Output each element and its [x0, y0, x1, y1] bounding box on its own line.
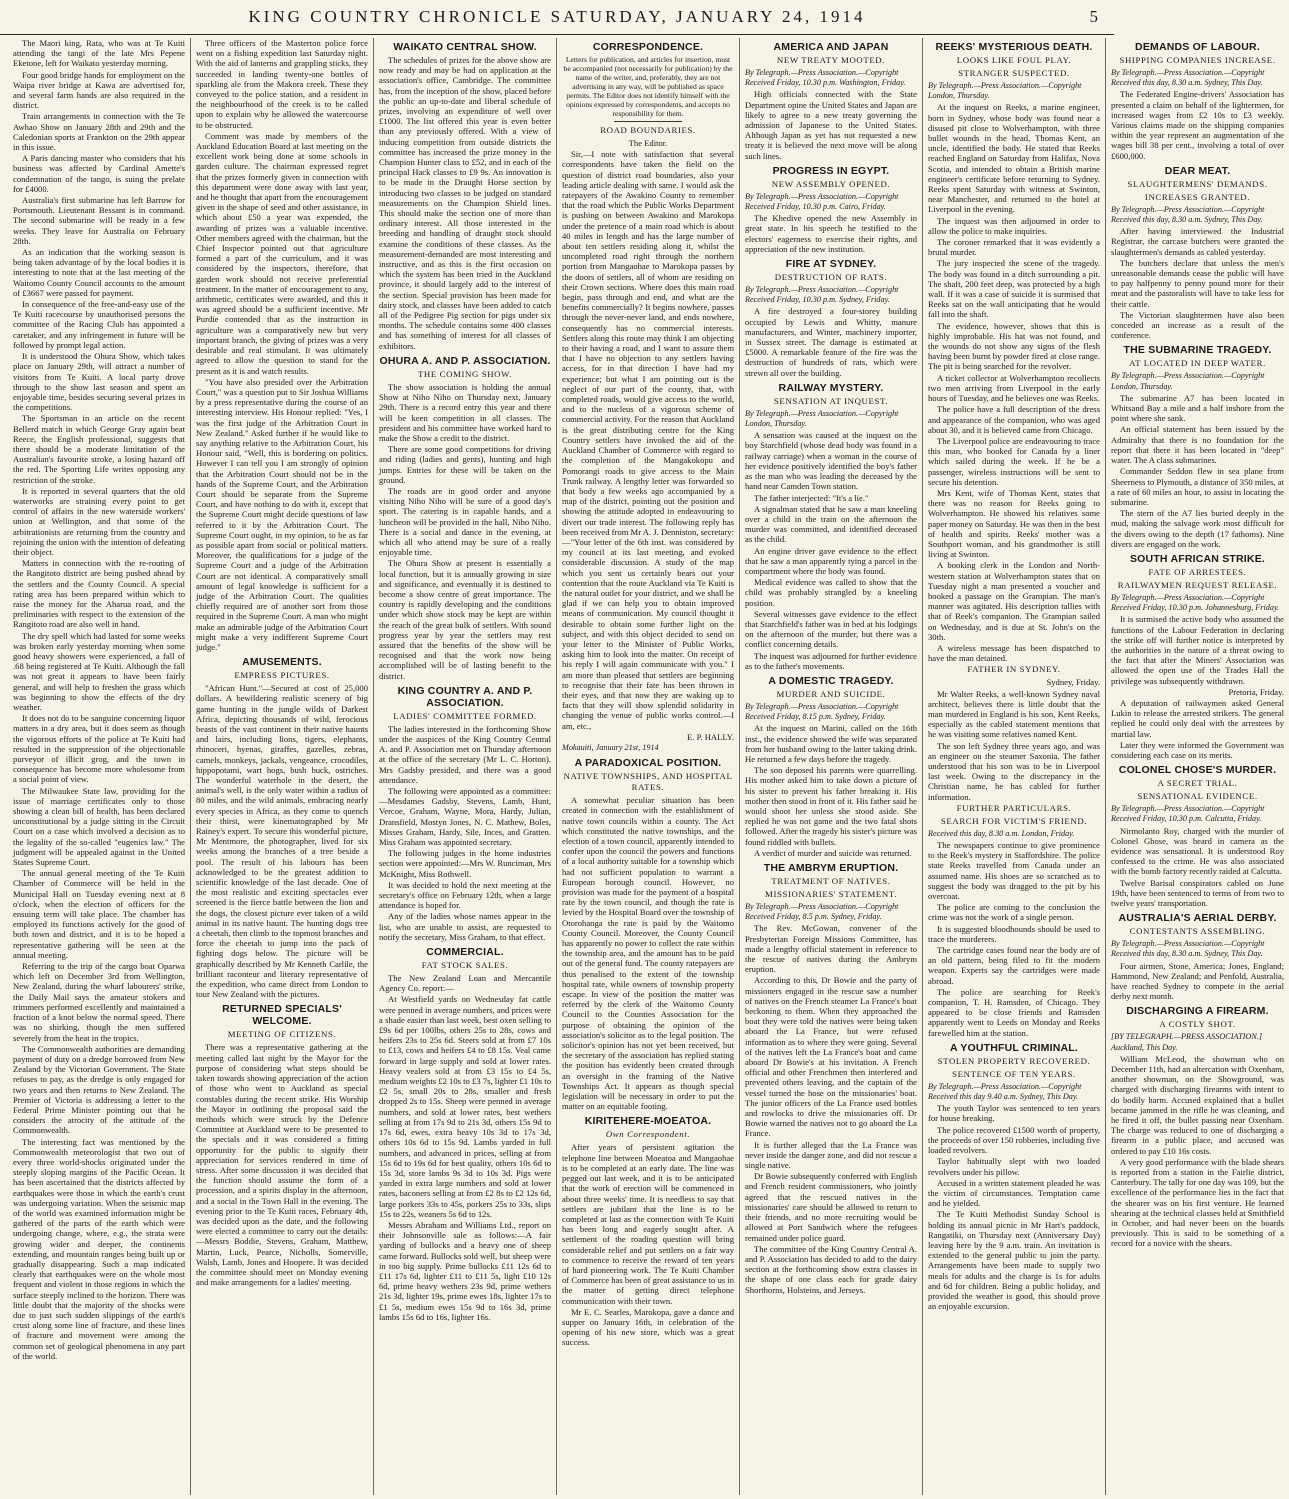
subheadline: MURDER AND SUICIDE.: [776, 688, 886, 699]
ambrym-eruption-article: [745, 862, 917, 1295]
paragraph: The Federated Engine-drivers' Association has presented a claim on behalf of the lightermen, for increased wages from £2 10s to £3 weekly. Various claims made on the shipping companies within the year represent an augmentation of the wages bill 38 per cent., involving a total of over £600,000.: [1111, 89, 1284, 161]
local-news: [13, 38, 185, 1361]
dateline: By Telegraph.—Press Association.—Copyright Received Friday, 8.15 p.m. Sydney, Friday.: [745, 701, 899, 722]
paragraph: A Paris dancing master who considers that his business was affected by Cardinal Amette's condemnation of the tango, is suing the prelate for £4000.: [13, 153, 185, 194]
paragraph: Accused in a written statement pleaded he was the victim of circumstances. Temptation came and he yielded.: [928, 1177, 1100, 1209]
column-6: [923, 38, 1106, 1495]
headline: THE SUBMARINE TRAGEDY.: [1123, 344, 1272, 357]
labour-demands-article: [1111, 41, 1284, 161]
column-7: [1106, 38, 1289, 1495]
railway-mystery-article: [745, 382, 917, 671]
paragraph: A sensation was caused at the inquest on the boy Starchfield (whose dead body was found in a railway carriage) when a woman in the course of her evidence positively identified the boy's father as the man who was leading the deceased by the hand near Camden Town station.: [745, 430, 917, 492]
headline: RETURNED SPECIALS' WELCOME.: [222, 1003, 342, 1028]
paragraph: The Khedive opened the new Assembly in great state. In his speech he testified to the electors' eagerness to exercise their rights, and appreciation of the new institution.: [745, 213, 917, 254]
paragraph: The police have a full description of the dress and appearance of the companion, who was aged about 30, and it is believed came from Chicago.: [928, 404, 1100, 435]
subheadline: NEW ASSEMBLY OPENED.: [771, 178, 891, 189]
paragraph: William McLeod, the showman who on December 11th, had an altercation with Oxenham, another showman, on the Showground, was charged with discharging firearms with intent to do bodily harm. Accused explained that a bullet became jammed in the rifle he was cleaning, and he fired it off, the bullet passing near Oxenham. The charge was reduced to one of discharging a firearm in a public place, and accused was ordered to pay £10 16s costs.: [1111, 1053, 1284, 1156]
masthead: [0, 0, 1114, 35]
colonel-murder-article: [1111, 764, 1284, 908]
paragraph: An engine driver gave evidence to the effect that he saw a man apparently tying a parcel in the compartment where the body was found.: [745, 545, 917, 576]
headline: PROGRESS IN EGYPT.: [772, 164, 890, 177]
paragraph: There are some good competitions for driving and riding (ladies and gents), hunting and high jumps. Entries for these will be taken on the ground.: [379, 444, 551, 485]
subheadline: STRANGER SUSPECTED.: [958, 68, 1070, 78]
paragraph: Australia's first submarine has left Barrow for Portsmouth. Lieutenant Bessant is in command. The second submarine will be ready in a few weeks. They leave for Australia on February 28th.: [13, 195, 185, 246]
paragraph: After having interviewed the Industrial Registrar, the carcase butchers were granted the slaughtermen's demands as cabled yesterday.: [1111, 226, 1284, 257]
paragraph: At the inquest on Reeks, a marine engineer, born in Sydney, whose body was found near a disused pit close to Wolverhampton, with three bullet wounds in the head, Thomas Kent, an uncle, identified the body. He stated that Reeks reached England on Saturday from Halifax, Nova Scotia, and intended to obtain a British marine engineer's certificate before returning to Sydney. Reeks spent Saturday with witness at Swinton, near Manchester, and returned to the hotel at Liverpool in the evening.: [928, 102, 1100, 215]
headline: THE AMBRYM ERUPTION.: [763, 862, 899, 874]
headline: KING COUNTRY A. AND P. ASSOCIATION.: [397, 684, 533, 709]
ohura-article: [379, 355, 551, 681]
headline: A DOMESTIC TRAGEDY.: [768, 674, 894, 687]
subheadline: EMPRESS PICTURES.: [234, 670, 330, 681]
paragraph: The cartridge cases found near the body are of an old pattern, being filed to fit the modern weapon. Experts say the cartridges were made abroad.: [928, 945, 1100, 986]
paragraph: The Te Kuiti Methodist Sunday School is holding its annual picnic in Mr Hart's paddock, Rangatiki, on Thursday next (Anniversary Day) leaving here by the 9 a.m. train. An invitation is extended to the general public to join the party. Arrangements have been made to supply two meals for adults and the charge is 1s for adults and 6d for children. Being a public holiday, and provided the weather is good, this should prove an enjoyable excursion.: [928, 1209, 1100, 1312]
paragraph: A wireless message has been dispatched to have the man detained.: [928, 642, 1100, 664]
subheadline: NEW TREATY MOOTED.: [776, 55, 886, 65]
paragraph: Dr Bowie subsequently conferred with English and French resident commissioners, who jointly agreed that the rescued natives in the missionaries' care should be allowed to return to their friends, and no more recruiting would be allowed at Port Sandwich where the refugees remained under police guard.: [745, 1171, 917, 1243]
paragraph: It does not do to be sanguine concerning liquor matters in a dry area, but it does seem as though the vigorous efforts of the police at Te Kuiti had resulted in the suppression of the objectionable purveyor of illicit grog, and the town in consequence has become more wholesome from a social point of view.: [13, 713, 185, 785]
paragraph: At Westfield yards on Wednesday fat cattle were penned in average numbers, and prices were a shade easier than last week, best oxen selling to £9s 6d per 100lbs, others 25s to 28s, cows and heifers 23s to 25s 6d. Steers sold at from £7 10s to £13, cows and heifers £4 to £8 15s. Veal came forward in large supply and sold at lower rates. Heavy vealers sold at from £3 15s to £4 5s, medium weights £2 10s to £3 7s, lighter £1 10s to £2 5s, small 20s to 28s, smaller and fresh dropped 2s to 15s. Sheep were penned in average numbers, and sold at lower rates, best wethers selling at from 17s 9d to 21s 3d, others 15s 9d to 17s 6d, ewes, extra heavy 10s 3d to 17s 3d, others 10s 6d to 15s 9d. Lambs yarded in full numbers, and advanced in prices, selling at from 15s 6d to 19s 6d for best quality, others 10s 6d to 15s 3d, store lambs 9s 3d to 10s 3d. Pigs were yarded in extra large numbers and sold at lower rates, baconers selling at from £2 8s to £2 12s 6d, large porkers 33s to 45s, porkers 25s to 33s, slips 15s to 22s, weaners 5s 6d to 12s.: [379, 994, 551, 1219]
dateline: By Telegraph.—Press Association.—Copyright London, Thursday.: [1111, 371, 1265, 391]
subheadline: AT LOCATED IN DEEP WATER.: [1129, 358, 1266, 369]
paragraph: The jury inspected the scene of the tragedy. The body was found in a ditch surrounding a pit. The shaft, 200 feet deep, was protected by a high wall. If it was a case of suicide it is surmised that Reeks sat on the wall anticipating that he would fall into the shaft.: [928, 258, 1100, 320]
divider: [614, 121, 683, 122]
paragraph: The inquest was adjourned for further evidence as to the father's movements.: [745, 650, 917, 671]
kiritehere-article: [562, 1115, 734, 1347]
waikato-show-article: [379, 41, 551, 351]
paragraph: "African Hunt."—Secured at cost of 25,000 dollars. A bewildering realistic scenery of big game hunting in the jungle wilds of Darkest Africa, depicting thousands of wild, ferocious beasts of the vast continent in their native haunts and lairs, including lions, tigers, elephants, rhinoceri, hyenas, giraffes, gazelles, zebras, camels, monkeys, jackals, vengeance, crocodiles, hippopotami, wart hogs, bush buck, ostriches. The wonderful waterhole in the desert, the animal's well, is the only water within a radius of 80 miles, and the wild animals, embracing nearly every species in Africa, as they come to quench their thirst, were kinematographed by Mr Rainey's expert. To secure this wonderful picture, Mr Mentmore, the photographer, lived for six weeks among the branches of a tree beside a pool. The result of his labours has been acknowledged to be the greatest addition to scientific knowledge of the last decade. One of the most realistic and exciting spectacles ever screened is the fierce battle between the lion and the dogs, the closest picture ever taken of a wild animal in its native haunt. The hunting dogs tree a cheetah, then climb to the topmost branches and force the cheetah to jump into the pack of fighting dogs below. The picture will be graphically described by Mr Kenneth Carlile, the brilliant raconteur and literary representative of the expedition, who came direct from London to tour New Zealand with the pictures.: [196, 683, 368, 1000]
local-news-cont: [196, 38, 368, 652]
subheadline: FATE OF ARRESTEES.: [1148, 566, 1247, 577]
paragraph: An official statement has been issued by the Admiralty that there is no foundation for the report that there it has been located in "deep" water. The A class submarines.: [1111, 424, 1284, 466]
paragraph: It is suggested bloodhounds should be used to trace the murderers.: [928, 923, 1100, 944]
subheadline: SLAUGHTERMENS' DEMANDS.: [1127, 178, 1268, 189]
paragraph: The schedules of prizes for the above show are now ready and may be had on application at the association's office, Cambridge. The committee has, from the inception of the show, placed before the public an up-to-date and liberal schedule of prizes, involving an expenditure of well over £1000. The list offered this year is even better than any previously offered. With a view of inducing competition from outside districts the committee has increased the prize money in the Champion Hunter class to £52, and in each of the principal Hack classes to £9 9s. An innovation is to be made in the Draught Horse section by introducing two classes to be judged on standard measurements on the Champion Shield lines. This should make the section one of more than ordinary interest. All those interested in the breeding and handling of draught stock should examine the conditions of these classes. As the measurement-demanded are most interesting and instructive, and as this is the first occasion on which the system has been tried in the Auckland province, it should largely add to the interest of the section. Special provision has been made for dairy stock, and classes have been added to catch all of the Pedigree Pig section for pigs under six months. The schedule contains some 400 classes and has something of interest for all classes of exhibitors.: [379, 55, 551, 351]
paragraph: The dry spell which had lasted for some weeks was broken early yesterday morning when some good heavy showers were experienced, a fall of .68 being registered at Te Kuiti. Although the fall was not great it appears to have been fairly general, and will help to freshen the grass which was beginning to show the effects of the dry weather.: [13, 630, 185, 712]
paragraph: The following were appointed as a committee:—Mesdames Gadsby, Stevens, Lamb, Hunt, Vercoe, Graham, Wayne, Mora, Hardy, Julian, Dransfield, Mostyn Jones, N. C. Mathew, Boles, Misses Graham, Hardy, Sile, Inces, and Gratten. Miss Graham was appointed secretary.: [379, 786, 551, 848]
paragraph: It is understood the Ohura Show, which takes place on January 29th, will attract a number of visitors from Te Kuiti. A local party drove through to the show last season and spent an enjoyable time, besides securing several prizes in the competitions.: [13, 351, 185, 413]
paragraph: The Victorian slaughtermen have also been conceded an increase as a result of the conference.: [1111, 309, 1284, 341]
paragraph: The son deposed his parents were quarrelling. His mother asked him to take down a picture of his sister to prevent his father breaking it. His mother then stood in front of it. His father said he would shoot her unless she stood aside. She replied he was not game and the two fatal shots followed. After the tragedy his sister's picture was found riddled with bullets.: [745, 765, 917, 847]
paragraph: Four airmen, Stone, America; Jones, England; Hammond, New Zealand; and Penfold, Australia, have reached Sydney to compete in the aerial derby next month.: [1111, 960, 1284, 1002]
paragraph: The police recovered £1500 worth of property, the proceeds of over 150 robberies, including five loaded revolvers.: [928, 1124, 1100, 1156]
paragraph: The interesting fact was mentioned by the Commonwealth meteorologist that two out of every three world-shocks originated under the steeply sloping margins of the Pacific Ocean. It has been ascertained that the districts affected by earthquakes were those in which the earth's crust was undergoing variation. When the seismic map of the world was examined information might be gathered of the parts of the earth which were undergoing change, where, e.g., the strata were growing wider and deeper, the continents extending, and mountain ranges being built up or gradually disappearing. Such a map indicated clearly that earthquakes were on the whole most frequent and violent in those regions in which the surface steeply inclined to the horizon. There was little doubt that the majority of the shocks were due to just such sudden slippings of the earth's crust along some line of fracture, and these lines of fracture and movement were among the common set of geological phenomena in any part of the world.: [13, 1136, 185, 1361]
dateline: By Telegraph.—Press Association.—Copyright Received Friday, 8.5 p.m. Sydney, Friday.: [745, 902, 899, 922]
paragraph: According to this, Dr Bowie and the party of missioners engaged in the rescue saw a number of natives on the French steamer La France's boat beckoning to them. When they approached the boat they were told the natives were being taken aboard the La France, but were refused information as to where they were going. Several of the natives left the La France's boat and came aboard Dr Bowie's at his invitation. A French official and other Frenchmen then interfered and prevented others leaving, and the captain of the vessel turned the hose on the missionaries' boat. The junior officers of the La France used bottles and rowlocks to drive the missionaries off. Dr Bowie warned the natives not to go aboard the La France.: [745, 975, 917, 1139]
paragraph: Twelve Barisal conspirators cabled on June 19th, have been sentenced to terms of from two to twelve years' transportation.: [1111, 877, 1284, 908]
headline: A YOUTHFUL CRIMINAL.: [949, 1041, 1079, 1054]
dateline: Received this day, 8.30 a.m. London, Friday.: [928, 828, 1075, 838]
column-4: [557, 38, 740, 1495]
salutation: The Editor.: [628, 138, 668, 148]
column-1: [8, 38, 191, 1495]
paragraph: The newspapers continue to give prominence to the Reek's mystery in Staffordshire. The police state Reeks travelled from Canada under an assumed name. His shoes are so scratched as to suggest the body was dragged to the pit by his overcoat.: [928, 840, 1100, 902]
subheadline: INCREASES GRANTED.: [1144, 191, 1251, 202]
editor-note: Letters for publication, and articles for insertion, must be accompanied (not necessarily for publication) by the name of the writer, and, preferably, they are not advertising in any way, will be published as space permits. The Editor does not identify himself with the opinions expressed by correspondents, and accepts no responsibility for them.: [563, 55, 733, 118]
paragraph: The inquest was then adjourned in order to allow the police to make inquiries.: [928, 215, 1100, 236]
fire-sydney-article: [745, 258, 917, 378]
dateline: By Telegraph.—Press Association.—Copyright Received Friday, 10.30 p.m. Johannesburg, Friday.: [1111, 592, 1280, 613]
paragraph: Train arrangements in connection with the Te Awhao Show on January 28th and 29th and the Caledonian sports at Frankton on the 29th appear in this issue.: [13, 111, 185, 153]
paragraph: It is further alleged that the La France was never inside the danger zone, and did not rescue a single native.: [745, 1139, 917, 1171]
commercial-article: [379, 946, 551, 1322]
headline: DISCHARGING A FIREARM.: [1126, 1005, 1269, 1018]
paragraph: The son left Sydney three years ago, and was an engineer on the steamer Saxonia. The father understood that his son was to be in Liverpool last week. Owing to the discrepancy in the Christian name, he has cabled for further information.: [928, 740, 1100, 802]
subheadline: SENSATIONAL EVIDENCE.: [1137, 791, 1258, 802]
headline: CORRESPONDENCE.: [592, 41, 704, 53]
paragraph: The Ohura Show at present is essentially a local function, but it is annually growing in size and significance, and eventually it is destined to become a show centre of great importance. The country is rapidly developing and the conditions under which show stock may be kept are within the reach of the great bulk of settlers. With sound progress year by year the settlers may rest assured that the benefits of the show will be recognised and that the work now being accomplished will be of lasting benefit to the district.: [379, 558, 551, 681]
column-2: [191, 38, 374, 1495]
paragraph: Three officers of the Masterton police force went on a fishing expedition last Saturday night. With the aid of lanterns and grappling sticks, they succeeded in landing twenty-one bottles of sparkling ale from the Makora creek. These they conveyed to the police station, and a resident in the neighbourhood of the creek is to be called upon to explain why he allowed the watercourse to be obstructed.: [196, 38, 368, 130]
headline: DEMANDS OF LABOUR.: [1135, 41, 1260, 53]
egypt-article: [745, 165, 917, 254]
subheadline: CONTESTANTS ASSEMBLING.: [1129, 926, 1266, 937]
paragraph: Four good bridge hands for employment on the Waipa river bridge at Kawa are advertised for, and several farm hands are also required in the district.: [13, 69, 185, 111]
headline: KIRITEHERE-MOEATOA.: [584, 1115, 712, 1128]
columns: [8, 38, 1285, 1495]
paragraph: The Maori king, Rata, who was at Te Kuiti attending the tangi of the late Mrs Pepene Eketone, left for Waikato yesterday morning.: [13, 38, 185, 69]
paragraph: The following judges in the home industries section were appointed:—Mrs W. Runciman, Mrs McKnight, Miss Rothwell.: [379, 848, 551, 879]
paragraph: Sir,—I note with satisfaction that several correspondents have taken the field on the question of district road boundaries, also your leading article dealing with same. I would ask the ratepayers of the Awakino County to remember that the road which the Public Works Department is pushing on between Awakino and Marokopa under the pretence of a main road which is about 40 miles in length and has the large number of about ten settlers residing along it, whilst the uncompleted road right through the northern portion from Mangaohae to Marokopa passes by the doors of settlers, all of whom are residing on their Crown sections. Where does this main road begin, pass through and end, and what are the benefits commercially? It begins nowhere, passes through the never-never land, and ends nowhere, consequently has no commercial interests. Settlers along this route may think I am objecting to their having a road, and I want to assure them that I have no objection to any settlers having access, for in that direction I have had my experience; but what I am pointing out is the neglect of our part of the county, that, with completed roads, would give access to the world, and to the nucleus of a vigorous scheme of commercial activity. For the reason that Auckland is the great distributing centre for the King Country settlers have invoked the aid of the Auckland Chamber of Commerce with regard to the completion of the Mangakokopu and Pomorangi roads to give access to the Main Trunk railway. A lengthy letter was forwarded so that body a few weeks ago accompanied by a map of the district, pointing out the position and showing the attitude adopted in endeavouring to divert our trade interest. The following reply has been received from Mr A. J. Denniston, secretary:—"Your letter of the 6th inst. was considered by my council at its last meeting, and evoked considerable discussion. A study of the map which you sent us certainly bears out your contention that the route Auckland via Te Kuiti is the natural outlet for your district, and we shall be glad if we can help you to obtain improved means of communication. My council thought it desirable to obtain some further light on the subject, and with this object decided to send on your letter to the Minister of Public Works, asking him to look into the matter. On receipt of his reply I will again communicate with you." I am more than pleased that settlers are beginning to recognise that their fate has been thrown in their eyes, and that now they are waking up to facts that they will show splendid solidarity in changing the venue of public works control.—I am, etc.,: [562, 149, 734, 731]
paragraph: The evidence, however, shows that this is highly improbable. His hat was not found, and the wounds do not show any signs of the flesh having been burnt by powder fired at close range. The pit is being searched for the revolver.: [928, 320, 1100, 372]
headline: COLONEL CHOSE'S MURDER.: [1118, 764, 1277, 777]
column-5: [740, 38, 923, 1495]
subheadline: SHIPPING COMPANIES INCREASE.: [1119, 55, 1276, 65]
subheadline: MISSIONARIES' STATEMENT.: [765, 889, 897, 899]
paragraph: The submarine A7 has been located in Whitsand Bay a mile and a half inshore from the point where she sank.: [1111, 392, 1284, 424]
dateline: By Telegraph.—Press Association.—Copyright Received Friday, 10.30 p.m. Cairo, Friday.: [745, 191, 899, 212]
dateline: By Telegraph.—Press Association.—Copyright Received this day, 8.30 a.m. Sydney, This Day.: [1111, 204, 1265, 225]
subheadline: LOOKS LIKE FOUL PLAY.: [956, 55, 1072, 65]
subheadline: A COSTLY SHOT.: [1159, 1019, 1236, 1030]
paragraph: A deputation of railwaymen asked General Lukin to release the arrested strikers. The general replied he could only deal with the arrestees by martial law.: [1111, 697, 1284, 739]
subheadline: ROAD BOUNDARIES.: [600, 125, 696, 135]
paradoxical-position-article: [562, 757, 734, 1111]
dateline: By Telegraph.—Press Association.—Copyright Received this day, 8.30 a.m. Sydney, This Day.: [1111, 939, 1265, 959]
paragraph: The police are coming to the conclusion the crime was not the work of a single person.: [928, 902, 1100, 923]
paragraph: Referring to the trip of the cargo boat Oparwa which left on December 3rd from Wellington, New Zealand, during the wharf labourers' strike, the Daily Mail says the amateur stokers and trimmers performed excellently and maintained a fraction of a knot below the normal speed. There was no shirking, though the men suffered severely from the heat in the tropics.: [13, 961, 185, 1043]
headline: WAIKATO CENTRAL SHOW.: [393, 41, 537, 53]
dateline: By Telegraph.—Press Association.—Copyright Received Friday, 10.30 p.m. Sydney, Friday.: [745, 285, 899, 305]
headline: DEAR MEAT.: [1164, 164, 1231, 177]
paragraph: Any of the ladies whose names appear in the list, who are unable to assist, are requested to notify the secretary, Miss Graham, to that effect.: [379, 911, 551, 942]
paragraph: The Rev. McGowan, convener of the Presbyterian Foreign Missions Committee, has made a lengthy official statement in reference to the rescue of natives during the Ambrym eruption.: [745, 923, 917, 975]
reeks-death-article: [928, 41, 1100, 1038]
paragraph: Comment was made by members of the Auckland Education Board at last meeting on the excellent work being done at some schools in garden culture. The chairman expressed regret that the prizes formerly given in connection with this department were done away with last year, and he thought that apart from the encouragement given in the shape of seed and other assistance, in which about £50 a year was expended, the awarding of prizes was a valuable incentive. Other members agreed with the chairman, but the Chief Inspector pointed out that agriculture formed a part of the curriculum, and it was considered by the inspectors, therefore, that garden work should not receive preferential treatment. In the matter of encouragement to any, arithmetic, certificates were awarded, and this it was agreed should be a sufficient incentive. Mr Purdie contended that as the instruction in agriculture was a comparatively new but very important branch, the giving of prizes was a very desirable and real stimulant. It was ultimately agreed to allow the question to stand for the present as it is and watch results.: [196, 130, 368, 376]
paragraph: The Milwaukee State law, providing for the issue of marriage certificates only to those showing a clean bill of health, has been declared unconstitutional by a judge sitting in the Circuit Court on a case which involved a decision as to the legality of the so-called "eugenics law." The judgment will be appealed against in the United States Supreme Court.: [13, 785, 185, 868]
paragraph: Medical evidence was called to show that the child was probably strangled by a kneeling position.: [745, 577, 917, 608]
youthful-criminal-article: [928, 1042, 1100, 1311]
paragraph: The youth Taylor was sentenced to ten years for house breaking.: [928, 1103, 1100, 1124]
paragraph: Later they were informed the Government was considering each case on its merits.: [1111, 739, 1284, 760]
south-african-strike-article: [1111, 553, 1284, 760]
headline: AUSTRALIA'S AERIAL DERBY.: [1118, 912, 1277, 925]
paragraph: It is surmised the active body who assumed the functions of the Labour Federation in declaring the strike off will further notice is interpreted by the authorities in the nature of a threat owing to the fact that after the Miners' Association was allowed the open use of the Trades Hall the privilege was subsequently withdrawn.: [1111, 614, 1284, 686]
paragraph: Commander Seddon flew in sea plane from Sheerness to Plymouth, a distance of 350 miles, at a rate of 60 miles an hour, to assist in locating the submarine.: [1111, 466, 1284, 507]
paragraph: Taylor habitually slept with two loaded revolvers under his pillow.: [928, 1156, 1100, 1177]
paragraph: A verdict of murder and suicide was returned.: [754, 847, 912, 858]
subheadline: MEETING OF CITIZENS.: [227, 1029, 337, 1040]
paragraph: A somewhat peculiar situation has been created in connection with the establishment of native town councils within a county. The Act which constituted the native townships, and the election of a town council, apparently intended to confer upon the council the powers and functions of a local authority suitable for a township which had not sufficient population to warrant a European borough council. However, no provision was made for the payment of a hospital rate by the town council, and though the rate is levied by the Hospital Board over the township of Otorohanga the rate is paid by the Waitomo County Council. Moreover, the County Council has apparently no power to collect the rate within the township area, and the amount has to be paid out of the general fund. The county ratepayers are thus penalised to the extent of the township hospital rate, while owners of township property escape. In view of the position the matter was referred by the clerk of the Waitomo County Council to the Counties Association for the purpose of obtaining the opinion of the association's solicitor as to the legal position. The solicitor's opinion has not yet been received, but the secretary of the association has replied stating the position has evidently been created through an oversight in the framing of the Native Townships Act. It appears as though special legislation will be necessary in order to put the matter on an equitable footing.: [562, 795, 734, 1112]
headline: SOUTH AFRICAN STRIKE.: [1129, 552, 1266, 565]
paragraph: At the inquest on Marini, called on the 16th inst., the evidence showed the wife was separated from her husband owing to the latter taking drink. He returned a few days before the tragedy.: [745, 723, 917, 764]
dateline: By Telegraph.—Press Association.—Copyright Received this day 9.40 a.m. Sydney, This Day.: [928, 1081, 1082, 1102]
dateline: By Telegraph.—Press Association.—Copyright London, Thursday.: [928, 81, 1082, 101]
paragraph: In consequence of the free-and-easy use of the Te Kuiti racecourse by unauthorised persons the committee of the Racing Club has appointed a caretaker, and any infringement in future will be followed by prompt legal action.: [13, 299, 185, 350]
paragraph: Messrs Abraham and Williams Ltd., report on their Johnsonville sale as follows:—A fair yarding of bullocks and a heavy one of sheep came forward. Bullocks sold well, but sheep were in too big supply. Prime bullocks £11 12s 6d to £11 17s 6d, lighter £11 to £11 5s, light £10 12s 6d, prime heavy wethers 23s 9d, prime wethers 21s 3d, lighter 19s, prime ewes 18s, lighter 17s to £1 5s, medium ewes 15s 9d to 16s 3d, prime lambs 15s 6d to 16s, lighter 16s.: [379, 1219, 551, 1322]
dateline: Mokauiti, January 21st, 1914: [562, 742, 659, 752]
subheadline: LADIES' COMMITTEE FORMED.: [393, 710, 537, 721]
paragraph: The police are searching for Reek's companion, T. H. Ramsden, of Chicago. They appeared to be close friends and Ramsden apparently went to Leeds on Monday and Reeks farewelled him at the station.: [928, 986, 1100, 1038]
dateline: [BY TELEGRAPH.—PRESS ASSOCIATION.] Auckland, This Day.: [1111, 1032, 1263, 1052]
paragraph: The Sportsman in an article on the recent Bellerd match in which George Gray again beat Reece, the English professional, suggests that there should be a moderate limitation of the Australian's favourite stroke, a losing hazard off the red. The Sporting Life writes opposing any restriction of the stroke.: [13, 413, 185, 485]
subheadline: SENSATION AT INQUEST.: [773, 395, 889, 406]
subheadline: A SECRET TRIAL.: [1157, 778, 1238, 789]
paragraph: Mr E. C. Searles, Marokopa, gave a dance and supper on January 16th, in celebration of the opening of his new store, which was a great success.: [562, 1306, 734, 1348]
newspaper-title: KING COUNTRY CHRONICLE SATURDAY, JANUARY 24, 1914: [248, 7, 866, 26]
paragraph: The father interjected: "It's a lie.": [754, 492, 869, 503]
subheadline: RAILWAYMEN REQUEST RELEASE.: [1117, 579, 1278, 590]
headline: COMMERCIAL.: [426, 946, 504, 959]
paragraph: "You have also presided over the Arbitration Court," was a question put to Sir Joshua Williams by a press representative during the course of an interesting interview. His Honour replied: "Yes, I was the first judge of the Arbitration Court in New Zealand." Asked further if he would like to say anything relative to the Arbitration Court, his Honour said, "Well, this is bordering on politics. However I can tell you I am strongly of opinion that the Arbitration Court should not be in the hands of the Supreme Court, and the Arbitration Court should be separate from the Supreme Court, and have nothing to do with it, except that the Supreme Court might decide questions of law referred to it by the Arbitration Court. The Supreme Court ought, in my opinion, to be as far as possible apart from social or political matters. Moreover, the qualifications for a judge of the Supreme Court and a judge of the Arbitration Court are not identical. A comparatively small amount of legal knowledge is sufficient for a judge of the Arbitration Court. The qualities chiefly required are of another sort from those required in the Supreme Court. A man who might make an admirable judge of the Arbitration Court might make a very indifferent Supreme Court judge.": [196, 376, 368, 652]
headline: OHURA A. AND P. ASSOCIATION.: [379, 354, 551, 367]
page-number: 5: [1089, 7, 1098, 26]
paragraph: As an indication that the working season is being taken advantage of by the local bodies it is interesting to note that at the last meeting of the Waitomo County Council accounts to the amount of £3667 were passed for payment.: [13, 247, 185, 298]
headline: AMERICA AND JAPAN: [773, 41, 889, 53]
amusements-article: [196, 656, 368, 999]
subheadline: SENTENCE OF TEN YEARS.: [952, 1068, 1076, 1079]
headline: REEKS' MYSTERIOUS DEATH.: [935, 41, 1093, 53]
subheadline: STOLEN PROPERTY RECOVERED.: [937, 1055, 1091, 1066]
subheadline: FURTHER PARTICULARS.: [956, 802, 1072, 813]
paragraph: After years of persistent agitation the telephone line between Moeatoa and Mangaohae is to be completed at an early date. The line was pegged out last week, and it is to be anticipated that the work of erection will be commenced in about three weeks' time. It is needless to say that settlers are jubilant that the line is to be completed at last as the connection with Te Kuiti has been long and eagerly sought after. A settlement of the roading question will bring considerable relief and put settlers on a fair way to commence to receive the reward of ten years of hard pioneering work. The Te Kuiti Chamber of Commerce has been of great assistance to us in the matter of getting direct telephone communication with their town.: [562, 1142, 734, 1306]
subheadline: SEARCH FOR VICTIM'S FRIEND.: [940, 815, 1088, 826]
subheadline: FATHER IN SYDNEY.: [967, 664, 1061, 675]
dateline: By Telegraph.—Press Association.—Copyright Received this day, 8.30 a.m. Sydney, This Day.: [1111, 68, 1265, 88]
subheadline: Own Correspondent.: [605, 1129, 691, 1140]
submarine-tragedy-article: [1111, 344, 1284, 548]
subheadline: DESTRUCTION OF RATS.: [774, 272, 888, 283]
paragraph: Mrs Kent, wife of Thomas Kent, states that there was no reason for Reeks going to Wolverhampton. He showed his relatives some paper money on Saturday. He was then in the best of health and spirits. Reeks' mother was a Southport woman, and his grandmother is still living at Swinton.: [928, 487, 1100, 560]
dateline: Sydney, Friday.: [1046, 677, 1100, 688]
paragraph: A signalman stated that he saw a man kneeling over a child in the train on the afternoon the murder was committed, and identified deceased as the child.: [745, 503, 917, 545]
aerial-derby-article: [1111, 912, 1284, 1001]
america-japan-article: [745, 41, 917, 161]
dateline: By Telegraph.—Press Association.—Copyright Received Friday, 10.30 p.m. Calcutta, Friday.: [1111, 804, 1265, 824]
dateline: By Telegraph.—Press Association.—Copyright Received Friday, 10.30 p.m. Washington, Friday.: [745, 68, 906, 88]
headline: A PARADOXICAL POSITION.: [574, 757, 722, 770]
paragraph: The committee of the King Country Central A. and P. Association has decided to add to the dairy section at the forthcoming show extra classes in the shape of one class each for grade dairy Shorthorns, Holsteins, and Jerseys.: [745, 1243, 917, 1295]
paragraph: It was decided to hold the next meeting at the secretary's office on February 12th, when a large attendance is hoped for.: [379, 879, 551, 911]
paragraph: High officials connected with the State Department opine the United States and Japan are likely to agree to a new treaty governing the admission of Japanese to the United States. Although Japan as yet has not requested a new treaty it is believed the next move will be along such lines.: [745, 89, 917, 161]
headline: FIRE AT SYDNEY.: [785, 258, 877, 271]
paragraph: The annual general meeting of the Te Kuiti Chamber of Commerce will be held in the Municipal Hall on Tuesday evening next at 8 o'clock, when the election of officers for the ensuing term will take place. The chamber has employed its functions actively for the good of both town and district, and it is to be hoped a representative gathering will be seen at the annual meeting.: [13, 868, 185, 960]
dateline: Pretoria, Friday.: [1228, 686, 1284, 697]
paragraph: The Liverpool police are endeavouring to trace this man, who booked for Canada by a liner which sailed during the week. If he be a passenger, wireless instructions will be sent to secure his detention.: [928, 435, 1100, 487]
subheadline: FAT STOCK SALES.: [421, 960, 509, 971]
paragraph: Mr Walter Reeks, a well-known Sydney naval architect, believes there is little doubt that the man murdered in England is his son, Kent Reeks, especially as the cabled statement mentions that he was visiting some relatives named Kent.: [928, 688, 1100, 740]
paragraph: Matters in connection with the re-routing of the Rangitoto district are being pushed ahead by the settlers and the County Council. A special rating area has been prepared within which to raise the money for the Aharua road, and the preliminaries with respect to the extension of the Rangitoto road are also well in hand.: [13, 558, 185, 630]
firearm-article: [1111, 1005, 1284, 1248]
dear-meat-article: [1111, 165, 1284, 341]
returned-specials-article: [196, 1003, 368, 1287]
paragraph: A ticket collector at Wolverhampton recollects two men arriving from Liverpool in the early hours of Tuesday, and he believes one was Reeks.: [928, 372, 1100, 404]
dateline: By Telegraph.—Press Association.—Copyright London, Thursday.: [745, 408, 899, 429]
paragraph: The show association is holding the annual Show at Niho Niho on Thursday next, January 29th. There is a record entry this year and there will be keen competition in all classes. The president and his committee have worked hard to make the Show a credit to the district.: [379, 381, 551, 443]
paragraph: A booking clerk in the London and North-western station at Wolverhampton states that on Tuesday night a man presented a voucher and booked a passage on the Grampian. The man's manner was agitated. His description tallies with that of Reek's companion. The Grampian sailed on Wednesday, and is due at St. John's on the 30th.: [928, 560, 1100, 642]
king-country-association-article: [379, 685, 551, 942]
subheadline: THE COMING SHOW.: [417, 368, 513, 379]
subheadline: TREATMENT OF NATIVES.: [771, 876, 891, 886]
paragraph: The coroner remarked that it was evidently a brutal murder.: [928, 237, 1100, 258]
correspondence-article: [562, 41, 734, 753]
paragraph: The roads are in good order and anyone visiting Niho Niho will be sure of a good day's sport. The catering is in capable hands, and a luncheon will be provided in the hall, Niho Niho. There is a social and dance in the evening, at which all who attend may be sure of a really enjoyable time.: [379, 485, 551, 558]
signature: E. P. HALLY.: [687, 731, 734, 742]
headline: AMUSEMENTS.: [242, 656, 322, 669]
paragraph: The New Zealand Loan and Mercantile Agency Co. report:—: [379, 973, 551, 994]
column-3: [374, 38, 557, 1495]
paragraph: The butchers declare that unless the men's unreasonable demands cease the public will have to pay halfpenny to penny pound more for their meat and the pastoralists will have to take less for their cattle.: [1111, 257, 1284, 309]
headline: RAILWAY MYSTERY.: [778, 381, 884, 394]
paragraph: There was a representative gathering at the meeting called last night by the Mayor for the purpose of considering what steps should be taken towards showing appreciation of the action of those who went to Auckland as special constables during the recent strike. His Worship the Mayor in outlining the proposal said the methods which were struck by the Defence Committee at Auckland were to be presented to the specials and it was considered a fitting opportunity for the public to signify their appreciation for services rendered in time of stress. After some discussion it was decided that the function should assume the form of a procession, and a spirits display in the afternoon, and a social in the Town Hall in the evening. The evening prior to the Te Kuiti races, February 4th, was decided upon as the date, and the following were elected a committee to carry out the details:—Messrs Boddie, Stevens, Graham, Matthew, Martin, Luck, Pearce, Nicholls, Somerville, Walsh, Lamb, Jones and Hoopere. It was decided the committee should meet on Monday evening and make arrangements for a ladies' meeting.: [196, 1042, 368, 1288]
paragraph: The Commonwealth authorities are demanding payment of duty on a dredge borrowed from New Zealand by the Victorian Government. The State refuses to pay, as the dredge is only engaged for two years and then returns to New Zealand. The Premier of Victoria is addressing a letter to the Federal Prime Minister pointing out that he considers the atrocity of the attitude of the Commonwealth.: [13, 1043, 185, 1136]
subheadline: NATIVE TOWNSHIPS, AND HOSPITAL RATES.: [563, 771, 733, 793]
paragraph: Several witnesses gave evidence to the effect that Starchfield's father was in bed at his lodgings on the afternoon of the murder, but there was a conflict concerning details.: [745, 608, 917, 650]
paragraph: It is reported in several quarters that the old waterworks are straining every point to get control of affairs in the new waterside workers' union at Wellington, and that some of the arbitrationists are returning from the country and rejoining the union with the intention of defeating their object.: [13, 485, 185, 557]
paragraph: A very good performance with the blade shears is reported from a station in the Fairlie district, Canterbury. The tally for one day was 109, but the excellence of the performance lies in the fact that the shearer was on his first venture. He learned shearing at the technical classes held at Smithfield in October, and had never been on the boards previously. This is said to be something of a record for a novice with the shears.: [1111, 1156, 1285, 1249]
paragraph: The ladies interested in the forthcoming Show under the auspices of the King Country Central A. and P. Association met on Thursday afternoon at the office of the secretary (Mr L. C. Horton). Mrs Gadsby presided, and there was a good attendance.: [379, 723, 551, 785]
domestic-tragedy-article: [745, 675, 917, 858]
paragraph: Nirmolanto Roy, charged with the murder of Colonel Ghose, was heard in camera as the evidence was sensational. It is understood Roy confessed to the crime. He was also associated with the bomb factory recently raided at Calcutta.: [1111, 825, 1284, 877]
paragraph: The stern of the A7 lies buried deeply in the mud, making the salvage work most difficult for the divers owing to the depth (17 fathoms). Nine divers are engaged on the work.: [1111, 508, 1284, 549]
paragraph: A fire destroyed a four-storey building occupied by Lewis and Whitty, manure manufacturers, and Winter, machinery importer, in Sussex street. The damage is estimated at £5000. A remarkable feature of the fire was the destruction of hundreds of rats, which were strewn all over the building.: [745, 306, 917, 378]
